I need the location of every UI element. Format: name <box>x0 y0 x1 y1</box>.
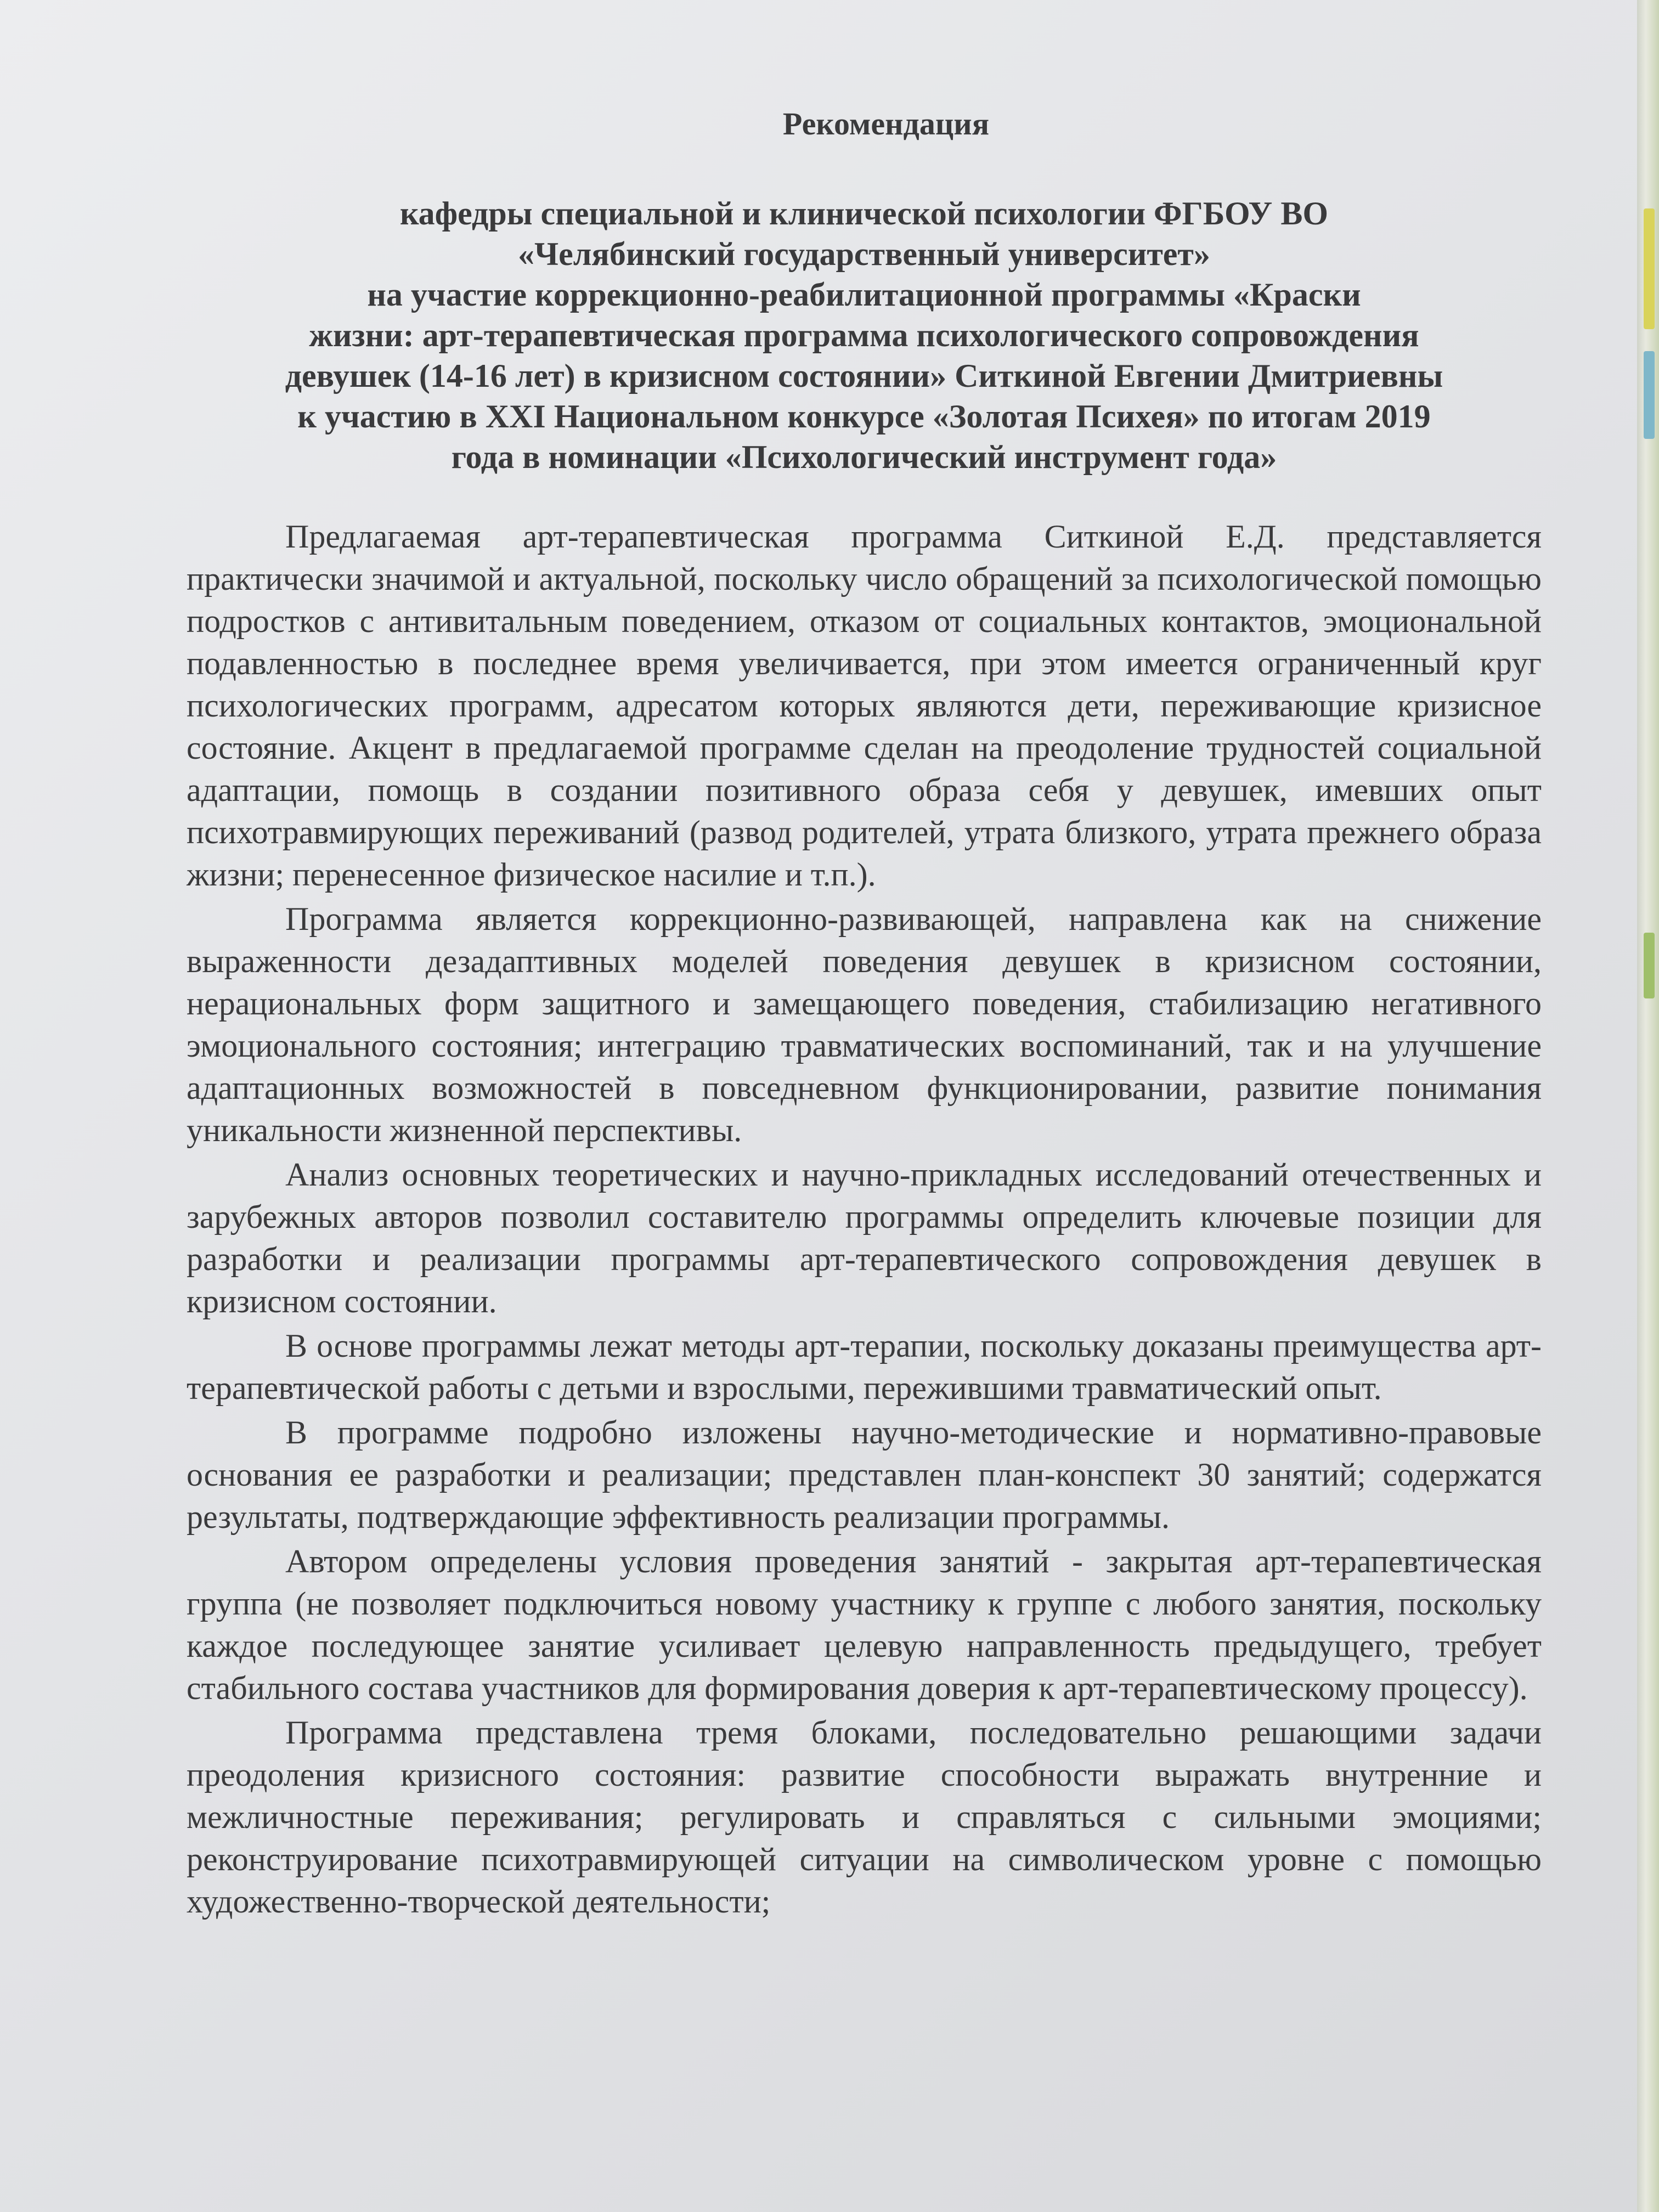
underlying-paper-edge <box>1637 0 1659 2212</box>
body-paragraph: Программа является коррекционно-развивающей, направлена как на снижение выраженности дезадаптивных моделей поведения девушек в кризисном состоянии, нерациональных форм защитного и замещающего поведения, стабилизацию негативного эмоционального состояния; интеграцию травматических воспоминаний, так и на улучшение адаптационных возможностей в повседневном функционировании, развитие понимания уникальности жизненной перспективы. <box>187 901 1542 1148</box>
body-paragraph: В основе программы лежат методы арт-терапии, поскольку доказаны преимущества арт-терапевтической работы с детьми и взрослыми, пережившими травматический опыт. <box>187 1328 1542 1406</box>
edge-color-mark <box>1644 351 1655 439</box>
document-content <box>187 104 1542 1925</box>
edge-color-mark <box>1644 208 1655 329</box>
document-subtitle <box>187 193 1542 477</box>
body-paragraph: В программе подробно изложены научно-методические и нормативно-правовые основания ее разработки и реализации; представлен план-конспект 30 занятий; содержатся результаты, подтверждающие эффективность реализации программы. <box>187 1414 1542 1535</box>
subtitle-line: девушек (14-16 лет) в кризисном состоянии» Ситкиной Евгении Дмитриевны <box>285 358 1443 394</box>
body-paragraph: Анализ основных теоретических и научно-прикладных исследований отечественных и зарубежных авторов позволил составителю программы определить ключевые позиции для разработки и реализации программы арт-терапевтического сопровождения девушек в кризисном состоянии. <box>187 1156 1542 1319</box>
body-paragraph: Программа представлена тремя блоками, последовательно решающими задачи преодоления кризисного состояния: развитие способности выражать внутренние и межличностные переживания; регулировать и справляться с сильными эмоциями; реконструирование психотравмирующей ситуации на символическом уровне с помощью художественно-творческой деятельности; <box>187 1714 1542 1920</box>
subtitle-line: «Челябинский государственный университет» <box>518 236 1210 272</box>
subtitle-line: года в номинации «Психологический инструмент года» <box>451 439 1277 475</box>
subtitle-line: кафедры специальной и клинической психологии ФГБОУ ВО <box>399 195 1329 232</box>
document-title: Рекомендация <box>782 106 990 142</box>
subtitle-line: к участию в XXI Национальном конкурсе «Золотая Психея» по итогам 2019 <box>297 398 1431 435</box>
body-paragraph: Автором определены условия проведения занятий - закрытая арт-терапевтическая группа (не позволяет подключиться новому участнику к группе с любого занятия, поскольку каждое последующее занятие усиливает целевую направленность предыдущего, требует стабильного состава участников для формирования доверия к арт-терапевтическому процессу). <box>187 1543 1542 1706</box>
subtitle-line: на участие коррекционно-реабилитационной программы «Краски <box>367 276 1361 313</box>
edge-color-mark <box>1644 933 1655 998</box>
body-paragraph: Предлагаемая арт-терапевтическая программа Ситкиной Е.Д. представляется практически значимой и актуальной, поскольку число обращений за психологической помощью подростков с антивитальным поведением, отказом от социальных контактов, эмоциональной подавленностью в последнее время увеличивается, при этом имеется ограниченный круг психологических программ, адресатом которых являются дети, переживающие кризисное состояние. Акцент в предлагаемой программе сделан на преодоление трудностей социальной адаптации, помощь в создании позитивного образа себя у девушек, имевших опыт психотравмирующих переживаний (развод родителей, утрата близкого, утрата прежнего образа жизни; перенесенное физическое насилие и т.п.). <box>187 518 1542 893</box>
subtitle-line: жизни: арт-терапевтическая программа психологического сопровождения <box>309 317 1419 353</box>
